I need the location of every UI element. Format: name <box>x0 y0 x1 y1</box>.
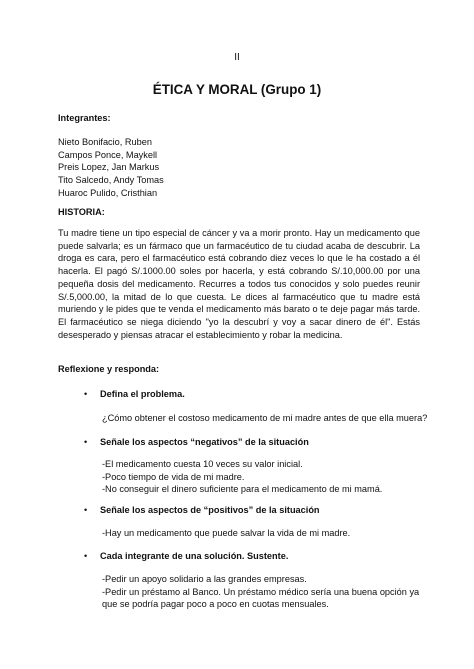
answer-line: -No conseguir el dinero suficiente para el medicamento de mi mamá. <box>102 484 383 495</box>
answer-1 <box>102 412 428 425</box>
answer-line: -Hay un medicamento que puede salvar la vida de mi madre. <box>102 528 351 538</box>
page-title: ÉTICA Y MORAL (Grupo 1) <box>152 82 322 97</box>
member-name: Preis Lopez, Jan Markus <box>58 162 160 173</box>
answer-4 <box>102 573 420 611</box>
members-heading: Integrantes: <box>58 113 111 123</box>
bullet-icon: • <box>84 505 88 515</box>
answer-line: -Pedir un apoyo solidario a las grandes empresas. <box>102 574 307 584</box>
question-3: Señale los aspectos de “positivos” de la situación <box>100 505 320 515</box>
member-name: Campos Ponce, Maykell <box>58 149 158 160</box>
bullet-icon: • <box>84 389 88 399</box>
member-name: Tito Salcedo, Andy Tomas <box>58 175 164 186</box>
question-1: Defina el problema. <box>100 389 185 399</box>
reflect-heading: Reflexione y responda: <box>58 364 160 374</box>
answer-2 <box>102 458 420 496</box>
answer-line: -Poco tiempo de vida de mi madre. <box>102 471 245 482</box>
section-number: II <box>234 52 240 63</box>
answer-line: -Pedir un préstamo al Banco. Un préstamo médico sería una buena opción ya <box>102 586 420 597</box>
answer-line: -El medicamento cuesta 10 veces su valor inicial. <box>102 459 303 469</box>
question-4: Cada integrante de una solución. Sustente. <box>100 551 289 561</box>
answer-line: ¿Cómo obtener el costoso medicamento de mi madre antes de que ella muera? <box>102 413 428 423</box>
answer-line: que se podría pagar poco a poco en cuotas mensuales. <box>102 599 329 610</box>
history-paragraph: Tu madre tiene un tipo especial de cáncer y va a morir pronto. Hay un medicamento que puede salvarla; es un fármaco que un farmacéutico de tu ciudad acaba de descubrir. La droga es cara, pero el farmacéutico está cobrando diez veces lo que le ha costado a él hacerla. El pagó S/.1000.00 soles por hacerla, y está cobrando S/.10,000.00 por una pequeña dosis del medicamento. Recurres a todos tus conocidos y solo puedes reunir S/.5,000.00, la mitad de lo que cuesta. Le dices al farmacéutico que tu madre está muriendo y le pides que te venda el medicamento más barato o te deje pagar más tarde. El farmacéutico se niega diciendo "yo la descubrí y voy a sacar dinero de él". Estás desesperado y piensas atracar el establecimiento y robar la medicina. <box>58 228 420 340</box>
bullet-icon: • <box>84 551 88 561</box>
member-name: Nieto Bonifacio, Ruben <box>58 137 152 147</box>
bullet-icon: • <box>84 437 88 447</box>
member-name: Huaroc Pulido, Cristhian <box>58 187 158 198</box>
members-list <box>58 136 420 200</box>
question-2: Señale los aspectos “negativos” de la situación <box>100 437 309 447</box>
answer-3 <box>102 527 420 540</box>
history-heading: HISTORIA: <box>58 207 105 217</box>
